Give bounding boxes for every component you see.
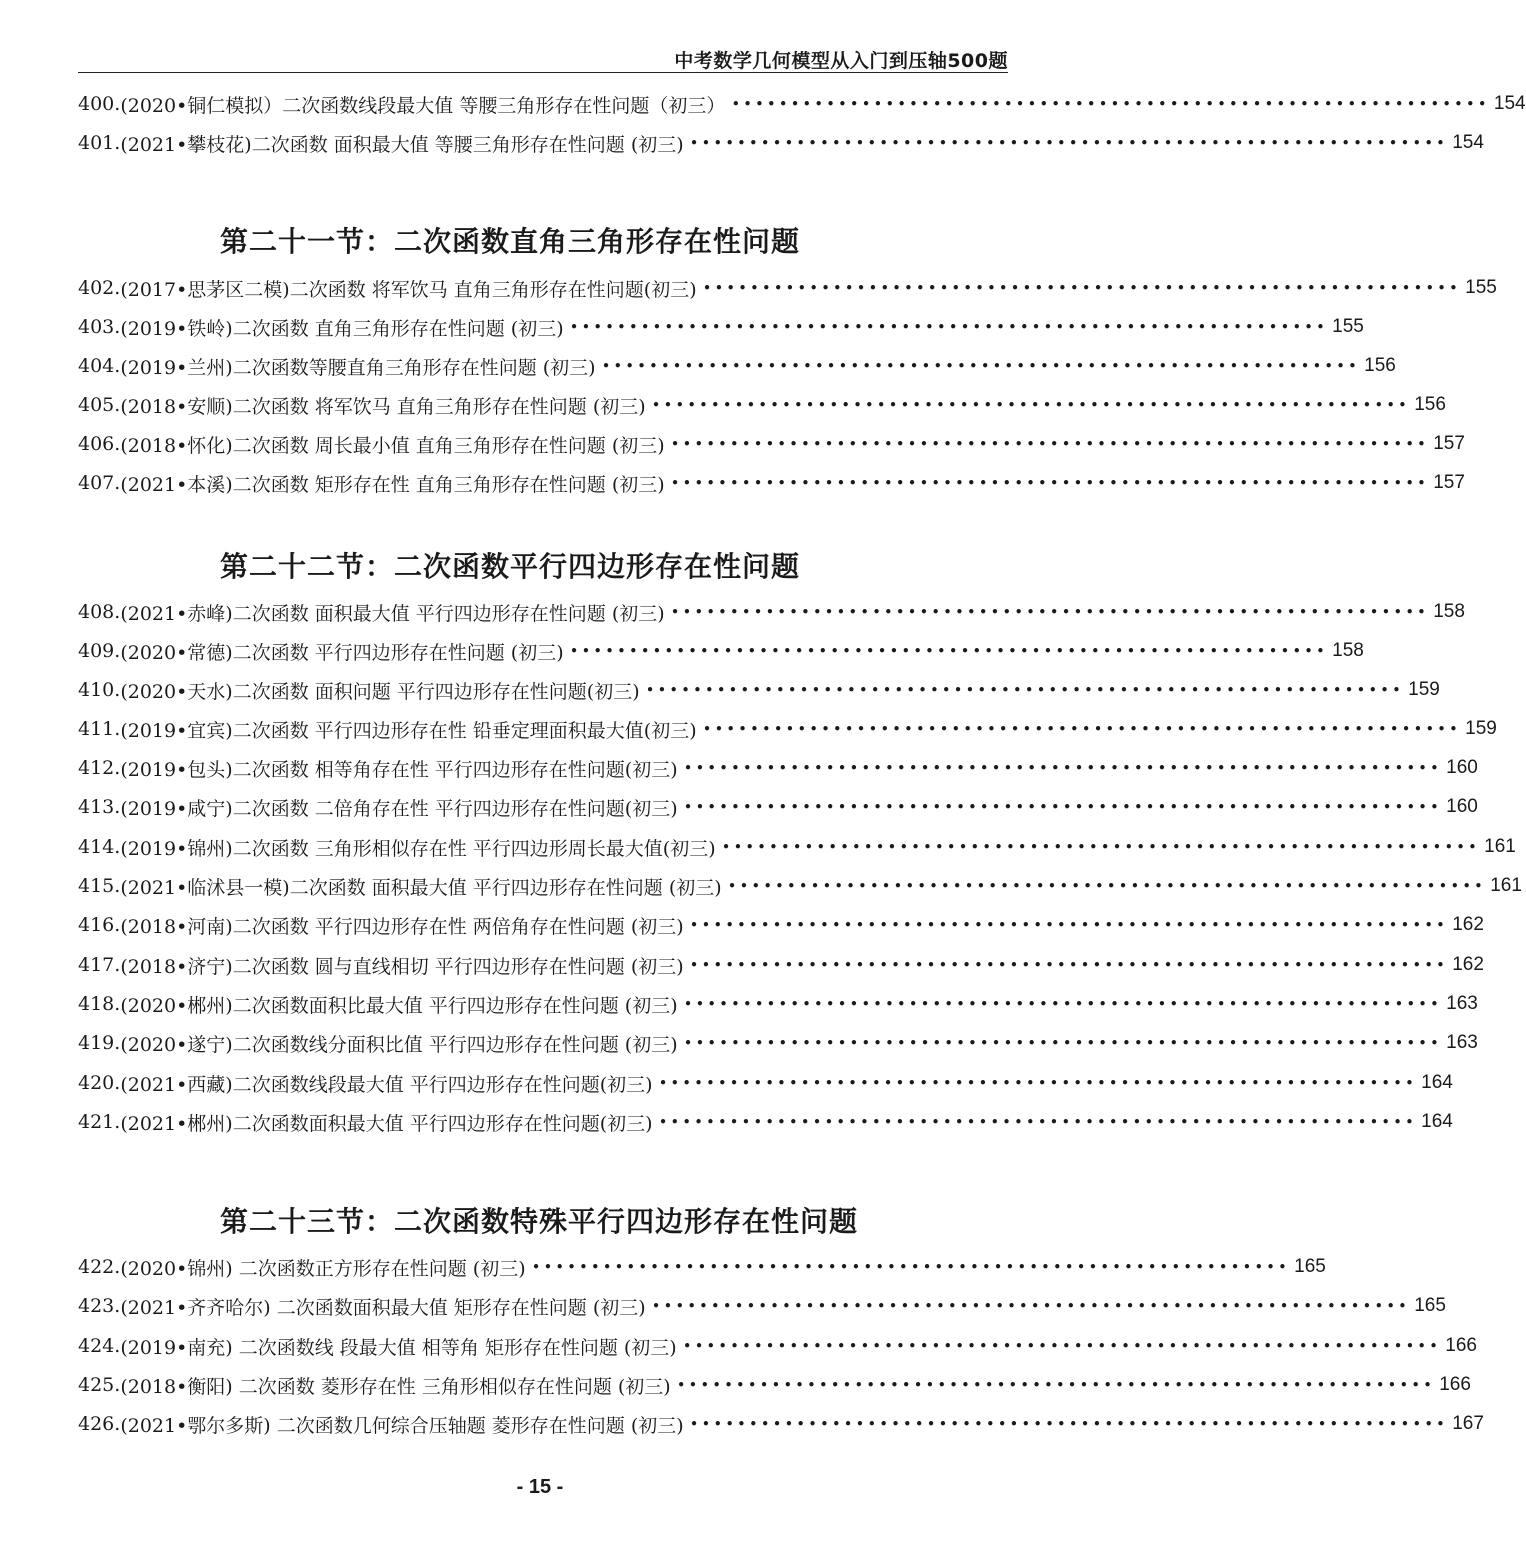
leader-dots: •••••••••••••••••••••••••••••••••••••••••••••••••••••••••••••••• bbox=[670, 474, 1429, 492]
entry-number: 410. bbox=[78, 679, 121, 701]
entry-text: (2019•铁岭)二次函数 直角三角形存在性问题 (初三) bbox=[120, 317, 564, 340]
entry-text: (2021•郴州)二次函数面积最大值 平行四边形存在性问题(初三) bbox=[120, 1112, 653, 1135]
section-title: 第二十二节：二次函数平行四边形存在性问题 bbox=[220, 550, 801, 583]
toc-entry bbox=[78, 675, 1440, 705]
entry-number: 426. bbox=[78, 1413, 121, 1435]
entry-number: 404. bbox=[78, 355, 121, 377]
toc-entry bbox=[78, 1331, 1477, 1361]
toc-entry bbox=[78, 1028, 1478, 1058]
leader-dots: •••••••••••••••••••••••••••••••••••••••••••••••••••••••••••••••• bbox=[689, 134, 1448, 152]
entry-number: 424. bbox=[78, 1335, 121, 1357]
leader-dots: •••••••••••••••••••••••••••••••••••••••••••••••••••••••••••••••• bbox=[683, 995, 1442, 1013]
entry-number: 415. bbox=[78, 875, 121, 897]
entry-text: (2020•郴州)二次函数面积比最大值 平行四边形存在性问题 (初三) bbox=[120, 994, 678, 1017]
entry-number: 421. bbox=[78, 1111, 121, 1133]
leader-dots: •••••••••••••••••••••••••••••••••••••••••••••••••••••••••••••••• bbox=[702, 720, 1461, 738]
header-title: 中考数学几何模型从入门到压轴500题 bbox=[674, 50, 1008, 72]
leader-dots: •••••••••••••••••••••••••••••••••••••••••••••••••••••••••••••••• bbox=[689, 956, 1448, 974]
entry-number: 401. bbox=[78, 132, 121, 154]
entry-number: 419. bbox=[78, 1032, 121, 1054]
toc-entry bbox=[78, 1409, 1484, 1439]
toc-entry bbox=[78, 714, 1497, 744]
leader-dots: •••••••••••••••••••••••••••••••••••••••••••••••••••••••••••••••• bbox=[658, 1074, 1417, 1092]
leader-dots: •••••••••••••••••••••••••••••••••••••••••••••••••••••••••••••••• bbox=[683, 759, 1442, 777]
leader-dots: •••••••••••••••••••••••••••••••••••••••••••••••••••••••••••••••• bbox=[651, 1297, 1410, 1315]
entry-text: (2021•临沭县一模)二次函数 面积最大值 平行四边形存在性问题 (初三) bbox=[120, 876, 722, 899]
entry-number: 422. bbox=[78, 1256, 121, 1278]
entry-number: 406. bbox=[78, 433, 121, 455]
leader-dots: •••••••••••••••••••••••••••••••••••••••••••••••••••••••••••••••• bbox=[731, 95, 1490, 113]
entry-number: 403. bbox=[78, 316, 121, 338]
leader-dots: •••••••••••••••••••••••••••••••••••••••••••••••••••••••••••••••• bbox=[683, 798, 1442, 816]
section-title: 第二十三节：二次函数特殊平行四边形存在性问题 bbox=[220, 1205, 859, 1238]
leader-dots: •••••••••••••••••••••••••••••••••••••••••••••••••••••••••••••••• bbox=[727, 877, 1486, 895]
leader-dots: •••••••••••••••••••••••••••••••••••••••••••••••••••••••••••••••• bbox=[676, 1376, 1435, 1394]
entry-text: (2020•常德)二次函数 平行四边形存在性问题 (初三) bbox=[120, 641, 564, 664]
entry-page: 155 bbox=[1465, 277, 1497, 298]
entry-text: (2019•南充) 二次函数线 段最大值 相等角 矩形存在性问题 (初三) bbox=[120, 1336, 677, 1359]
entry-number: 412. bbox=[78, 757, 121, 779]
leader-dots: •••••••••••••••••••••••••••••••••••••••••••••••••••••••••••••••• bbox=[531, 1258, 1290, 1276]
leader-dots: •••••••••••••••••••••••••••••••••••••••••••••••••••••••••••••••• bbox=[702, 279, 1461, 297]
entry-number: 407. bbox=[78, 472, 121, 494]
entry-text: (2019•锦州)二次函数 三角形相似存在性 平行四边形周长最大值(初三) bbox=[120, 837, 716, 860]
entry-number: 413. bbox=[78, 796, 121, 818]
entry-page: 158 bbox=[1332, 640, 1364, 661]
leader-dots: •••••••••••••••••••••••••••••••••••••••••••••••••••••••••••••••• bbox=[683, 1034, 1442, 1052]
toc-entry bbox=[78, 1291, 1446, 1321]
entry-text: (2021•鄂尔多斯) 二次函数几何综合压轴题 菱形存在性问题 (初三) bbox=[120, 1414, 684, 1437]
entry-page: 154 bbox=[1493, 93, 1526, 114]
entry-text: (2020•遂宁)二次函数线分面积比值 平行四边形存在性问题 (初三) bbox=[120, 1033, 678, 1056]
entry-page: 159 bbox=[1408, 679, 1440, 700]
entry-text: (2017•思茅区二模)二次函数 将军饮马 直角三角形存在性问题(初三) bbox=[120, 278, 697, 301]
leader-dots: •••••••••••••••••••••••••••••••••••••••••••••••••••••••••••••••• bbox=[645, 681, 1404, 699]
leader-dots: •••••••••••••••••••••••••••••••••••••••••••••••••••••••••••••••• bbox=[689, 1415, 1448, 1433]
entry-number: 411. bbox=[78, 718, 121, 740]
toc-entry bbox=[78, 351, 1396, 381]
toc-entry bbox=[78, 128, 1484, 158]
entry-text: (2021•本溪)二次函数 矩形存在性 直角三角形存在性问题 (初三) bbox=[120, 473, 665, 496]
entry-page: 163 bbox=[1446, 1032, 1478, 1053]
leader-dots: •••••••••••••••••••••••••••••••••••••••••••••••••••••••••••••••• bbox=[682, 1337, 1441, 1355]
entry-text: (2020•铜仁模拟）二次函数线段最大值 等腰三角形存在性问题（初三） bbox=[120, 94, 726, 117]
entry-page: 162 bbox=[1452, 954, 1484, 975]
entry-text: (2019•包头)二次函数 相等角存在性 平行四边形存在性问题(初三) bbox=[120, 758, 678, 781]
entry-page: 164 bbox=[1421, 1111, 1453, 1132]
entry-page: 166 bbox=[1439, 1374, 1471, 1395]
entry-text: (2019•兰州)二次函数等腰直角三角形存在性问题 (初三) bbox=[120, 356, 596, 379]
entry-page: 163 bbox=[1446, 993, 1478, 1014]
leader-dots: •••••••••••••••••••••••••••••••••••••••••••••••••••••••••••••••• bbox=[601, 357, 1360, 375]
entry-number: 420. bbox=[78, 1072, 121, 1094]
entry-number: 425. bbox=[78, 1374, 121, 1396]
toc-entry bbox=[78, 312, 1364, 342]
entry-page: 158 bbox=[1433, 601, 1465, 622]
entry-number: 400. bbox=[78, 93, 121, 115]
entry-page: 155 bbox=[1332, 316, 1364, 337]
entry-number: 417. bbox=[78, 954, 121, 976]
toc-entry bbox=[78, 950, 1484, 980]
leader-dots: •••••••••••••••••••••••••••••••••••••••••••••••••••••••••••••••• bbox=[651, 396, 1410, 414]
leader-dots: •••••••••••••••••••••••••••••••••••••••••••••••••••••••••••••••• bbox=[670, 603, 1429, 621]
entry-text: (2018•济宁)二次函数 圆与直线相切 平行四边形存在性问题 (初三) bbox=[120, 955, 684, 978]
entry-number: 414. bbox=[78, 836, 121, 858]
entry-text: (2020•天水)二次函数 面积问题 平行四边形存在性问题(初三) bbox=[120, 680, 640, 703]
entry-page: 162 bbox=[1452, 914, 1484, 935]
entry-page: 154 bbox=[1452, 132, 1484, 153]
entry-page: 157 bbox=[1433, 433, 1465, 454]
toc-entry bbox=[78, 871, 1522, 901]
page-header bbox=[78, 44, 1008, 73]
toc-entry bbox=[78, 89, 1526, 119]
entry-page: 157 bbox=[1433, 472, 1465, 493]
toc-entry bbox=[78, 792, 1478, 822]
toc-entry bbox=[78, 1068, 1453, 1098]
entry-text: (2021•齐齐哈尔) 二次函数面积最大值 矩形存在性问题 (初三) bbox=[120, 1296, 646, 1319]
section-title: 第二十一节：二次函数直角三角形存在性问题 bbox=[220, 225, 801, 258]
entry-number: 408. bbox=[78, 601, 121, 623]
toc-entry bbox=[78, 753, 1478, 783]
toc-entry bbox=[78, 636, 1364, 666]
entry-page: 160 bbox=[1446, 757, 1478, 778]
entry-text: (2021•赤峰)二次函数 面积最大值 平行四边形存在性问题 (初三) bbox=[120, 602, 665, 625]
entry-number: 418. bbox=[78, 993, 121, 1015]
entry-page: 161 bbox=[1490, 875, 1522, 896]
entry-page: 156 bbox=[1364, 355, 1396, 376]
toc-entry bbox=[78, 989, 1478, 1019]
entry-text: (2018•怀化)二次函数 周长最小值 直角三角形存在性问题 (初三) bbox=[120, 434, 665, 457]
leader-dots: •••••••••••••••••••••••••••••••••••••••••••••••••••••••••••••••• bbox=[569, 642, 1328, 660]
toc-entry bbox=[78, 429, 1465, 459]
leader-dots: •••••••••••••••••••••••••••••••••••••••••••••••••••••••••••••••• bbox=[658, 1113, 1417, 1131]
toc-entry bbox=[78, 1370, 1471, 1400]
entry-number: 402. bbox=[78, 277, 121, 299]
toc-entry bbox=[78, 910, 1484, 940]
leader-dots: •••••••••••••••••••••••••••••••••••••••••••••••••••••••••••••••• bbox=[670, 435, 1429, 453]
entry-page: 165 bbox=[1294, 1256, 1326, 1277]
entry-page: 165 bbox=[1414, 1295, 1446, 1316]
entry-page: 156 bbox=[1414, 394, 1446, 415]
entry-number: 409. bbox=[78, 640, 121, 662]
toc-entry bbox=[78, 832, 1516, 862]
entry-number: 423. bbox=[78, 1295, 121, 1317]
entry-page: 166 bbox=[1445, 1335, 1477, 1356]
entry-text: (2019•宜宾)二次函数 平行四边形存在性 铅垂定理面积最大值(初三) bbox=[120, 719, 697, 742]
entry-text: (2019•咸宁)二次函数 二倍角存在性 平行四边形存在性问题(初三) bbox=[120, 797, 678, 820]
toc-entry bbox=[78, 1252, 1326, 1282]
entry-text: (2021•西藏)二次函数线段最大值 平行四边形存在性问题(初三) bbox=[120, 1073, 653, 1096]
entry-text: (2020•锦州) 二次函数正方形存在性问题 (初三) bbox=[120, 1257, 526, 1280]
leader-dots: •••••••••••••••••••••••••••••••••••••••••••••••••••••••••••••••• bbox=[721, 838, 1480, 856]
entry-page: 167 bbox=[1452, 1413, 1484, 1434]
toc-entry bbox=[78, 468, 1465, 498]
leader-dots: •••••••••••••••••••••••••••••••••••••••••••••••••••••••••••••••• bbox=[689, 916, 1448, 934]
page-number: - 15 - bbox=[516, 1476, 564, 1498]
entry-number: 416. bbox=[78, 914, 121, 936]
entry-text: (2018•衡阳) 二次函数 菱形存在性 三角形相似存在性问题 (初三) bbox=[120, 1375, 671, 1398]
entry-page: 164 bbox=[1421, 1072, 1453, 1093]
entry-number: 405. bbox=[78, 394, 121, 416]
leader-dots: •••••••••••••••••••••••••••••••••••••••••••••••••••••••••••••••• bbox=[569, 318, 1328, 336]
entry-page: 159 bbox=[1465, 718, 1497, 739]
toc-entry bbox=[78, 1107, 1453, 1137]
entry-page: 161 bbox=[1484, 836, 1516, 857]
entry-page: 160 bbox=[1446, 796, 1478, 817]
entry-text: (2018•河南)二次函数 平行四边形存在性 两倍角存在性问题 (初三) bbox=[120, 915, 684, 938]
toc-entry bbox=[78, 597, 1465, 627]
toc-entry bbox=[78, 273, 1497, 303]
entry-text: (2021•攀枝花)二次函数 面积最大值 等腰三角形存在性问题 (初三) bbox=[120, 133, 684, 156]
entry-text: (2018•安顺)二次函数 将军饮马 直角三角形存在性问题 (初三) bbox=[120, 395, 646, 418]
toc-entry bbox=[78, 390, 1446, 420]
